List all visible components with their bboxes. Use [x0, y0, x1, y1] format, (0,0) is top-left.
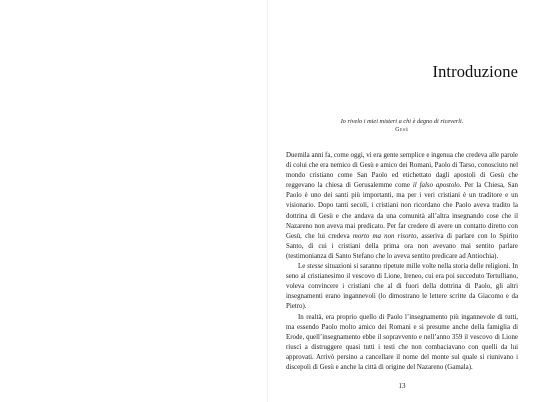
- epigraph-source: Gesù: [395, 127, 409, 133]
- epigraph-quote: Io rivelo i miei misteri a chi è degno di riceverli.: [340, 118, 464, 125]
- page-number: 13: [398, 382, 406, 390]
- text-run: , asseriva di parlare con lo Spirito Santo, di cui i cristiani della prima ora non avevano mai sentito parlare (testimonianza di Santo Stefano che lo aveva sentito predicare ad Antiochia).: [286, 232, 519, 260]
- right-page: [286, 0, 518, 402]
- text-run: Le: [298, 263, 308, 271]
- text-run: situazioni si saranno ripetute mille volte nella storia delle religioni. In seno al cristianesimo il vescovo di Lione, Ireneo, cui era poi succeduto Tertulliano, voleva convincere i cristiani che al di fuori della dottrina di Paolo, gli altri insegnamenti erano ingannevoli (lo dimostrano le lettere scritte da Giacomo e da Pietro).: [286, 263, 518, 311]
- paragraph: [286, 313, 518, 374]
- text-run: Duemila anni fa, come oggi, vi era gente semplice e ingenua che credeva alle parole di colui che era nemico di Gesù e amico dei Romani, Paolo di Tarso, conosciuto nel mondo cristiano come San Paolo ed etichettato dagli apostoli di Gesù che reggevano la chiesa di Gerusalemme come: [286, 152, 518, 190]
- paragraph: [286, 151, 518, 262]
- italic-text: stesse: [307, 263, 324, 271]
- body-text: [286, 151, 518, 373]
- italic-text: morto ma non risorto: [352, 232, 417, 240]
- paragraph: [286, 262, 518, 312]
- text-run: In realtà, era proprio quello di Paolo l’insegnamento più ingannevole di tutti, ma essendo Paolo molto amico dei Romani e si presume anche della famiglia di Erode, quell’insegnamento ebbe il sopravvento e nell’anno 359 il vescovo di Lione riuscì a distruggere quasi tutti i testi che non combaciavano con quelli da lui approvati. Arrivò persino a cancellare il nome del monte sul quale si riunivano i discepoli di Gesù e anche la città di origine del Nazareno (Gamala).: [286, 313, 518, 371]
- italic-text: il falso apostolo: [412, 182, 460, 190]
- page-gutter: [267, 0, 268, 402]
- text-run: . Per la Chiesa, San Paolo è uno dei santi più importanti, ma per i veri cristiani è un traditore e un visionario. Dopo tanti secoli, i cristiani non ricordano che Paolo aveva tradito la dottrina di Gesù e che andava da una comunità all’altra insegnando cose che il Nazareno non aveva mai predicato. Per far credere di avere un contatto diretto con Gesù, che lui credeva: [286, 182, 518, 240]
- epigraph: [286, 117, 518, 135]
- chapter-title: Introduzione: [432, 62, 518, 81]
